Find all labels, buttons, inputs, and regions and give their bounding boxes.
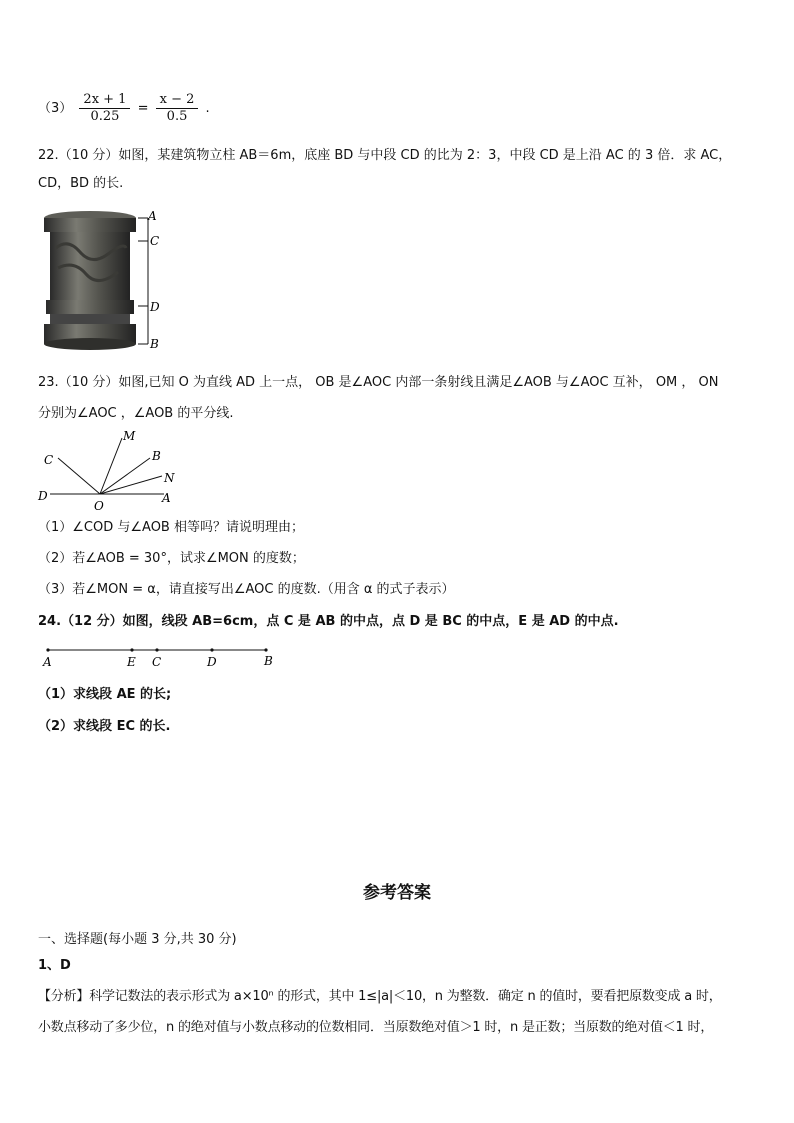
angle-label-m: M bbox=[123, 429, 136, 443]
angle-label-a: A bbox=[162, 491, 171, 505]
q23-sub1: （1）∠COD 与∠AOB 相等吗？请说明理由； bbox=[38, 520, 304, 535]
ray-on bbox=[100, 476, 162, 494]
q24-sub1: （1）求线段 AE 的长; bbox=[38, 687, 172, 702]
segment-label-a: A bbox=[43, 655, 52, 669]
q22-pillar-figure bbox=[38, 208, 168, 356]
answers-title: 参考答案 bbox=[363, 883, 431, 903]
pillar-label-c: C bbox=[150, 234, 160, 248]
pillar-label-a: A bbox=[148, 209, 157, 223]
q21-lhs-fraction bbox=[79, 92, 130, 125]
answers-section: 一、选择题(每小题 3 分,共 30 分) bbox=[38, 932, 237, 947]
q21-lhs-numerator: 2x + 1 bbox=[79, 92, 130, 109]
angle-label-d: D bbox=[38, 489, 48, 503]
q21-part3 bbox=[38, 92, 210, 125]
answers-analysis-line2: 小数点移动了多少位，n 的绝对值与小数点移动的位数相同．当原数绝对值＞1 时，n 是正数；当原数的绝对值＜1 时， bbox=[38, 1020, 714, 1035]
pillar-label-d: D bbox=[150, 300, 160, 314]
q21-rhs-numerator: x − 2 bbox=[156, 92, 199, 109]
q21-equals: = bbox=[137, 101, 149, 116]
q24-line1: 24.（12 分）如图，线段 AB=6cm，点 C 是 AB 的中点，点 D 是 BC 的中点，E 是 AD 的中点. bbox=[38, 614, 619, 629]
q23-sub3: （3）若∠MON = α，请直接写出∠AOC 的度数.（用含 α 的式子表示） bbox=[38, 582, 455, 597]
angle-label-c: C bbox=[44, 453, 54, 467]
q21-part3-label: （3） bbox=[38, 101, 73, 116]
q23-line1: 23.（10 分）如图,已知 O 为直线 AD 上一点， OB 是∠AOC 内部一条射线且满足∠AOB 与∠AOC 互补， OM ， ON bbox=[38, 375, 719, 390]
segment-label-e: E bbox=[127, 655, 136, 669]
q21-rhs-denominator: 0.5 bbox=[166, 109, 188, 124]
segment-label-c: C bbox=[152, 655, 162, 669]
q21-lhs-denominator: 0.25 bbox=[90, 109, 120, 124]
answers-analysis-line1: 【分析】科学记数法的表示形式为 a×10ⁿ 的形式，其中 1≤|a|＜10，n 为整数．确定 n 的值时，要看把原数变成 a 时， bbox=[38, 989, 722, 1004]
segment-label-d: D bbox=[207, 655, 217, 669]
q21-rhs-fraction bbox=[156, 92, 199, 125]
q24-sub2: （2）求线段 EC 的长. bbox=[38, 719, 171, 734]
angle-label-b: B bbox=[152, 449, 161, 463]
pillar-label-b: B bbox=[150, 337, 159, 351]
ray-oc bbox=[58, 458, 100, 494]
q23-angle-figure bbox=[36, 428, 186, 514]
segment-label-b: B bbox=[264, 654, 273, 668]
pillar-body bbox=[44, 211, 136, 350]
angle-label-o: O bbox=[94, 499, 104, 513]
answers-item1: 1、D bbox=[38, 958, 71, 973]
q22-line2: CD，BD 的长. bbox=[38, 176, 124, 191]
angle-label-n: N bbox=[164, 471, 175, 485]
q24-segment-figure bbox=[38, 640, 288, 674]
q22-line1: 22.（10 分）如图，某建筑物立柱 AB＝6m，底座 BD 与中段 CD 的比为 2：3，中段 CD 是上沿 AC 的 3 倍．求 AC， bbox=[38, 148, 732, 163]
q23-sub2: （2）若∠AOB = 30°，试求∠MON 的度数； bbox=[38, 551, 305, 566]
q21-period: . bbox=[205, 101, 210, 116]
q23-line2: 分别为∠AOC ，∠AOB 的平分线. bbox=[38, 406, 234, 421]
